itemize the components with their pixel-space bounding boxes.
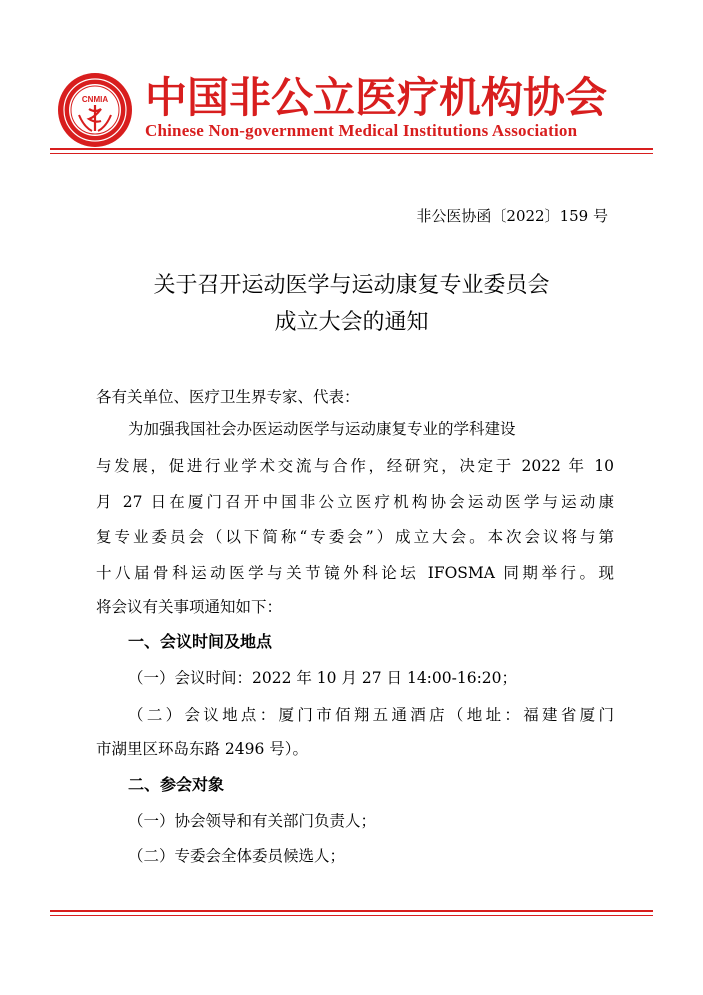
section2-heading: 二、参会对象	[128, 775, 225, 794]
org-name-cn: 中国非公立医疗机构协会	[145, 73, 608, 122]
title-line-2: 成立大会的通知	[274, 310, 429, 335]
title-line-1: 关于召开运动医学与运动康复专业委员会	[153, 273, 550, 298]
logo-text: CNMIA	[81, 95, 109, 104]
section1-heading: 一、会议时间及地点	[128, 632, 273, 651]
org-name-en: Chinese Non-government Medical Institutions Association	[145, 121, 578, 140]
header-rule-thin	[50, 153, 653, 154]
salutation: 各有关单位、医疗卫生界专家、代表：	[96, 388, 360, 406]
section2-item1: （一）协会领导和有关部门负责人；	[128, 812, 377, 830]
footer-rule-thin	[50, 915, 653, 916]
document-number: 非公医协函〔2022〕159 号	[416, 207, 608, 225]
para1-line-5: 十八届骨科运动医学与关节镜外科论坛 IFOSMA 同期举行。现	[96, 564, 614, 582]
para1-line-3: 月 27 日在厦门召开中国非公立医疗机构协会运动医学与运动康	[96, 493, 614, 511]
section1-item1: （一）会议时间：2022 年 10 月 27 日 14:00-16:20；	[128, 669, 518, 687]
association-logo-icon	[56, 71, 134, 149]
header-rule-thick	[50, 148, 653, 150]
section1-item2-line1: （二）会议地点：厦门市佰翔五通酒店（地址：福建省厦门	[128, 706, 614, 724]
para1-line-2: 与发展，促进行业学术交流与合作，经研究，决定于 2022 年 10	[96, 457, 614, 475]
footer-rule-thick	[50, 910, 653, 912]
para1-line-4: 复专业委员会（以下简称“专委会”）成立大会。本次会议将与第	[96, 528, 614, 546]
section2-item2: （二）专委会全体委员候选人；	[128, 847, 346, 865]
section1-item2-line2: 市湖里区环岛东路 2496 号）。	[96, 740, 309, 758]
para1-line-6: 将会议有关事项通知如下：	[96, 598, 283, 616]
para1-line-1: 为加强我国社会办医运动医学与运动康复专业的学科建设	[128, 420, 516, 438]
